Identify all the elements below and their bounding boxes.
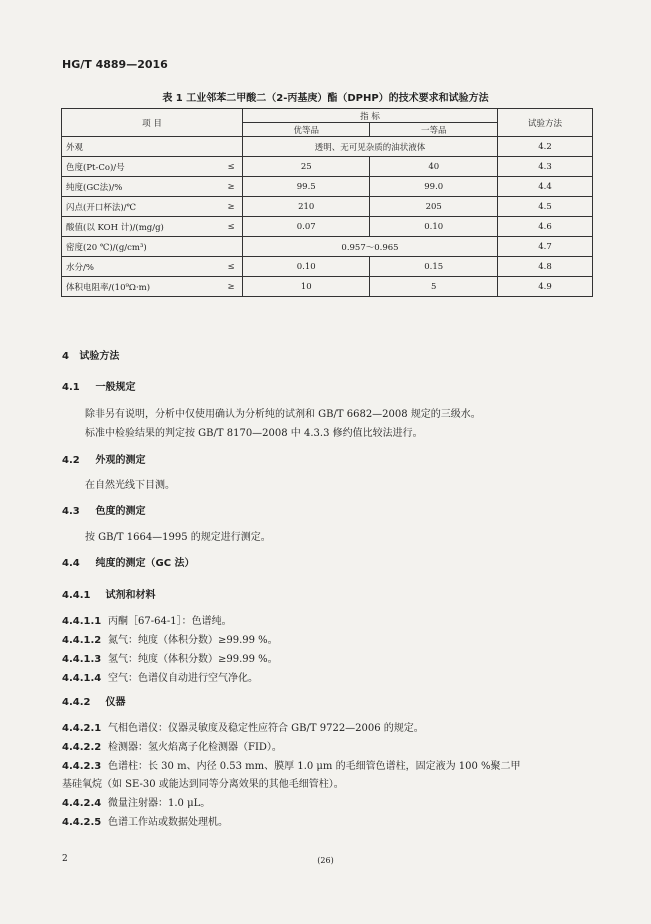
item-4-4-2-3-text: 色谱柱：长 30 m、内径 0.53 mm、膜厚 1.0 μm 的毛细管色谱柱，固定液为 100 %聚二甲: [108, 761, 521, 772]
section-4-4-1-title: 试剂和材料: [105, 590, 156, 601]
test-method-cell: 4.9: [498, 277, 593, 297]
section-4-2-heading: [62, 451, 145, 466]
comparison-cell: [220, 237, 243, 257]
item-4-4-2-2-number: 4.4.2.2: [62, 742, 102, 753]
premium-value-cell: 210: [243, 197, 370, 217]
premium-value-cell: 25: [243, 157, 370, 177]
page-number: 2: [62, 854, 68, 864]
item-4-4-2-3-number: 4.4.2.3: [62, 761, 102, 772]
table-row: [62, 157, 593, 177]
test-method-cell: 4.7: [498, 237, 593, 257]
premium-value-cell: 0.10: [243, 257, 370, 277]
table-row: [62, 277, 593, 297]
section-4-number: 4: [62, 351, 69, 362]
item-4-4-2-2: [62, 738, 282, 753]
item-4-4-1-4-number: 4.4.1.4: [62, 673, 102, 684]
table-caption: 表 1 工业邻苯二甲酸二（2-丙基庚）酯（DPHP）的技术要求和试验方法: [162, 93, 489, 104]
item-4-4-1-1-number: 4.4.1.1: [62, 616, 102, 627]
section-4-4-1-heading: [62, 586, 155, 601]
item-4-4-2-5: [62, 813, 228, 828]
section-4-4-2-heading: [62, 693, 125, 708]
item-4-4-1-3: [62, 650, 278, 665]
section-4-2-para-1: 在自然光线下目测。: [85, 480, 175, 491]
item-name-cell: 外观: [62, 137, 221, 157]
item-4-4-1-2-number: 4.4.1.2: [62, 635, 102, 646]
item-4-4-1-2-text: 氮气：纯度（体积分数）≥99.99 %。: [108, 635, 278, 646]
section-4-2-title: 外观的测定: [95, 455, 146, 466]
item-name-cell: 色度(Pt-Co)/号: [62, 157, 221, 177]
section-4-3-heading: [62, 502, 145, 517]
standard-code: HG/T 4889—2016: [62, 58, 168, 71]
first-grade-value-cell: 5: [370, 277, 498, 297]
comparison-cell: ≥: [220, 197, 243, 217]
item-4-4-1-4: [62, 669, 258, 684]
item-4-4-2-2-text: 检测器：氢火焰离子化检测器（FID）。: [108, 742, 282, 753]
item-name-cell: 酸值(以 KOH 计)/(mg/g): [62, 217, 221, 237]
item-4-4-2-4: [62, 794, 210, 809]
table-row: [62, 237, 593, 257]
item-4-4-2-1: [62, 719, 424, 734]
item-4-4-2-3: [62, 757, 521, 772]
sequence-number: (26): [317, 856, 334, 865]
section-4-1-para-1: 除非另有说明，分析中仅使用确认为分析纯的试剂和 GB/T 6682—2008 规定的三级水。: [85, 409, 481, 420]
test-method-cell: 4.4: [498, 177, 593, 197]
spec-table-body: [62, 137, 593, 297]
first-grade-value-cell: 0.10: [370, 217, 498, 237]
comparison-cell: ≤: [220, 257, 243, 277]
premium-value-cell: 0.07: [243, 217, 370, 237]
section-4-4-2-title: 仪器: [105, 697, 126, 708]
comparison-cell: ≥: [220, 177, 243, 197]
section-4-3-number: 4.3: [62, 506, 80, 517]
table-row: [62, 257, 593, 277]
item-name-cell: 水分/%: [62, 257, 221, 277]
table-row: [62, 217, 593, 237]
section-4-2-number: 4.2: [62, 455, 80, 466]
section-4-4-1-number: 4.4.1: [62, 590, 91, 601]
section-4-title: 试验方法: [79, 351, 120, 362]
table-row: [62, 137, 593, 157]
section-4-4-heading: [62, 554, 195, 569]
item-4-4-1-3-number: 4.4.1.3: [62, 654, 102, 665]
comparison-cell: ≤: [220, 157, 243, 177]
table-row: [62, 177, 593, 197]
section-4-1-number: 4.1: [62, 382, 80, 393]
item-4-4-1-3-text: 氢气：纯度（体积分数）≥99.99 %。: [108, 654, 278, 665]
index-value-cell: 0.957～0.965: [243, 237, 498, 257]
section-4-4-number: 4.4: [62, 558, 80, 569]
header-method: 试验方法: [498, 109, 593, 137]
item-4-4-1-1: [62, 612, 232, 627]
item-name-cell: 密度(20 ℃)/(g/cm³): [62, 237, 221, 257]
item-4-4-1-4-text: 空气：色谱仪自动进行空气净化。: [108, 673, 258, 684]
item-4-4-2-5-number: 4.4.2.5: [62, 817, 102, 828]
item-4-4-2-3-continued: 基硅氧烷（如 SE-30 或能达到同等分离效果的其他毛细管柱）。: [62, 779, 344, 790]
item-4-4-2-1-text: 气相色谱仪：仪器灵敏度及稳定性应符合 GB/T 9722—2006 的规定。: [108, 723, 424, 734]
section-4-1-para-2: 标准中检验结果的判定按 GB/T 8170—2008 中 4.3.3 修约值比较法进行。: [85, 428, 423, 439]
section-4-1-heading: [62, 378, 135, 393]
premium-value-cell: 10: [243, 277, 370, 297]
test-method-cell: 4.6: [498, 217, 593, 237]
first-grade-value-cell: 99.0: [370, 177, 498, 197]
spec-table: [61, 108, 593, 297]
header-first: 一等品: [370, 123, 498, 137]
comparison-cell: [220, 137, 243, 157]
index-value-cell: 透明、无可见杂质的油状液体: [243, 137, 498, 157]
section-4-4-title: 纯度的测定（GC 法）: [95, 558, 195, 569]
item-name-cell: 纯度(GC法)/%: [62, 177, 221, 197]
section-4-1-title: 一般规定: [95, 382, 136, 393]
item-4-4-2-4-number: 4.4.2.4: [62, 798, 102, 809]
header-item: 项 目: [62, 109, 243, 137]
table-row: [62, 197, 593, 217]
first-grade-value-cell: 205: [370, 197, 498, 217]
test-method-cell: 4.5: [498, 197, 593, 217]
item-name-cell: 闪点(开口杯法)/℃: [62, 197, 221, 217]
test-method-cell: 4.8: [498, 257, 593, 277]
section-4-4-2-number: 4.4.2: [62, 697, 91, 708]
section-4-3-title: 色度的测定: [95, 506, 146, 517]
comparison-cell: ≤: [220, 217, 243, 237]
item-4-4-2-5-text: 色谱工作站或数据处理机。: [108, 817, 228, 828]
item-4-4-1-1-text: 丙酮［67-64-1］：色谱纯。: [108, 616, 232, 627]
premium-value-cell: 99.5: [243, 177, 370, 197]
item-4-4-2-4-text: 微量注射器：1.0 μL。: [108, 798, 211, 809]
section-4-3-para-1: 按 GB/T 1664—1995 的规定进行测定。: [85, 532, 271, 543]
test-method-cell: 4.3: [498, 157, 593, 177]
header-premium: 优等品: [243, 123, 370, 137]
item-4-4-1-2: [62, 631, 278, 646]
first-grade-value-cell: 0.15: [370, 257, 498, 277]
comparison-cell: ≥: [220, 277, 243, 297]
header-index: 指 标: [243, 109, 498, 123]
test-method-cell: 4.2: [498, 137, 593, 157]
item-name-cell: 体积电阻率/(10⁹Ω·m): [62, 277, 221, 297]
item-4-4-2-1-number: 4.4.2.1: [62, 723, 102, 734]
section-4-heading: [62, 347, 119, 362]
first-grade-value-cell: 40: [370, 157, 498, 177]
